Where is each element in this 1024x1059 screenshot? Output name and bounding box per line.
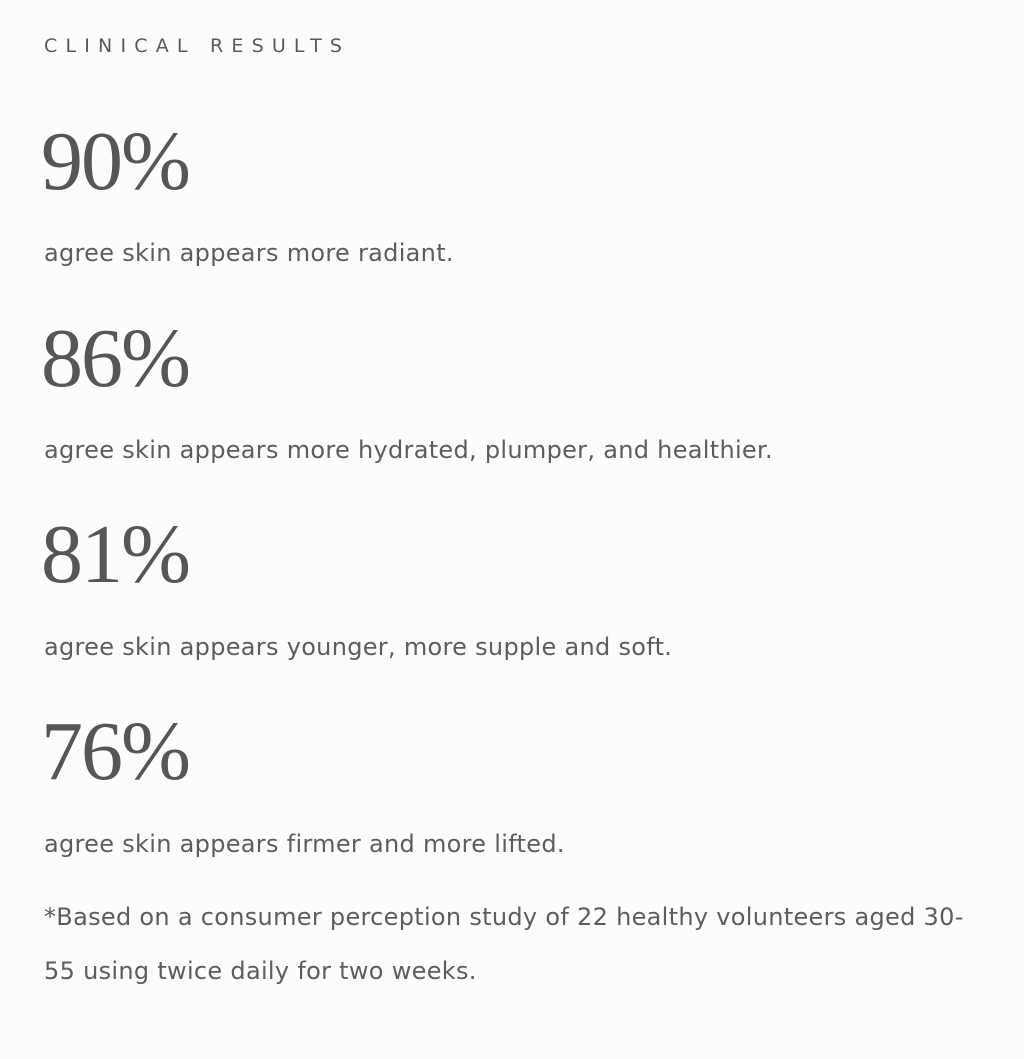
section-eyebrow: CLINICAL RESULTS xyxy=(44,35,351,57)
stat-description-firmer: agree skin appears firmer and more lifted. xyxy=(44,830,565,858)
stat-value-radiant: 90% xyxy=(41,115,189,208)
study-footnote: *Based on a consumer perception study of 22 healthy volunteers aged 30-55 using twice daily for two weeks. xyxy=(44,903,964,985)
stat-value-hydrated: 86% xyxy=(41,312,189,405)
stat-description-radiant: agree skin appears more radiant. xyxy=(44,239,454,267)
stat-value-younger: 81% xyxy=(41,508,189,601)
stat-description-hydrated: agree skin appears more hydrated, plumper, and healthier. xyxy=(44,436,773,464)
stat-value-firmer: 76% xyxy=(41,705,189,798)
stat-description-younger: agree skin appears younger, more supple and soft. xyxy=(44,633,673,661)
